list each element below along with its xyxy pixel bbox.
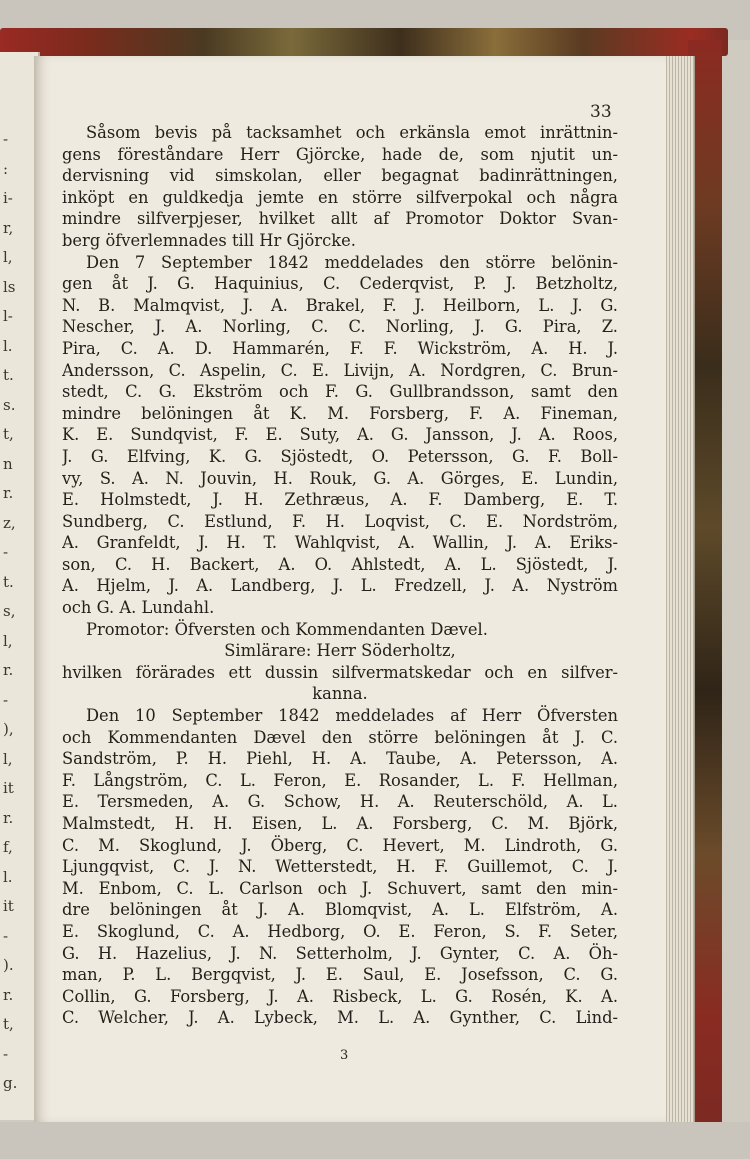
facing-page-text-fragment: l.: [3, 336, 13, 355]
text-line: M. Enbom, C. L. Carlson och J. Schuvert, samt den min-: [62, 878, 618, 898]
text-line: Collin, G. Forsberg, J. A. Risbeck, L. G. Rosén, K. A.: [62, 986, 618, 1006]
text-line: J. G. Elfving, K. G. Sjöstedt, O. Petersson, G. F. Boll-: [62, 446, 618, 466]
facing-page-text-fragment: i-: [3, 189, 13, 207]
facing-page-text-fragment: s.: [3, 395, 16, 414]
facing-page-text-fragment: it: [3, 897, 14, 915]
text-line: vy, S. A. N. Jouvin, H. Rouk, G. A. Görges, E. Lundin,: [62, 468, 618, 488]
text-line: Sandström, P. H. Piehl, H. A. Taube, A. Petersson, A.: [62, 749, 618, 769]
text-line: kanna.: [312, 684, 368, 704]
facing-page-text-fragment: l,: [3, 749, 13, 768]
book-cover-top-edge: [0, 28, 728, 56]
book-page: [34, 56, 666, 1122]
facing-page-text-fragment: ls: [3, 277, 16, 296]
page-number: 33: [590, 102, 612, 122]
page-stack-edges: [664, 56, 695, 1122]
facing-page-text-fragment: ).: [3, 956, 14, 974]
scan-background-bottom: [0, 1122, 750, 1159]
facing-page-text-fragment: t,: [3, 1015, 14, 1033]
facing-page-text-fragment: l-: [3, 307, 13, 325]
text-line: F. Långström, C. L. Feron, E. Rosander, L. F. Hellman,: [62, 770, 618, 790]
text-line: N. B. Malmqvist, J. A. Brakel, F. J. Heilborn, L. J. G.: [62, 295, 618, 315]
facing-page-text-fragment: g.: [3, 1074, 18, 1092]
text-line: dervisning vid simskolan, eller begagnat badinrättningen,: [62, 166, 618, 186]
facing-page-text-fragment: l,: [3, 248, 13, 266]
text-line: Såsom bevis på tacksamhet och erkänsla emot inrättnin-: [86, 123, 618, 142]
text-line: Promotor: Öfversten och Kommendanten Dævel.: [86, 619, 488, 639]
text-line: K. E. Sundqvist, F. E. Suty, A. G. Jansson, J. A. Roos,: [62, 425, 618, 445]
text-line: Den 7 September 1842 meddelades den större belönin-: [86, 252, 618, 272]
signature-mark: 3: [340, 1048, 349, 1063]
text-line: A. Hjelm, J. A. Landberg, J. L. Fredzell, J. A. Nyström: [62, 576, 618, 596]
text-line: Simlärare: Herr Söderholtz,: [224, 641, 456, 661]
text-line: Nescher, J. A. Norling, C. C. Norling, J. G. Pira, Z.: [62, 317, 618, 337]
facing-page-text-fragment: -: [3, 926, 9, 945]
text-line: Andersson, C. Aspelin, C. E. Livijn, A. Nordgren, C. Brun-: [62, 360, 618, 380]
facing-page-text-fragment: ),: [3, 720, 14, 738]
text-line: mindre belöningen åt K. M. Forsberg, F. A. Fineman,: [62, 403, 618, 423]
text-line: och Kommendanten Dævel den större belöningen åt J. C.: [62, 727, 618, 747]
facing-page-text-fragment: -: [3, 690, 9, 709]
text-line: Den 10 September 1842 meddelades af Herr Öfversten: [86, 706, 618, 726]
facing-page-text-fragment: r.: [3, 661, 14, 679]
facing-page-text-fragment: t.: [3, 572, 14, 591]
text-line: gen åt J. G. Haquinius, C. Cederqvist, P. J. Betzholtz,: [62, 274, 618, 294]
text-line: Malmstedt, H. H. Eisen, L. A. Forsberg, C. M. Björk,: [62, 814, 618, 833]
text-line: son, C. H. Backert, A. O. Ahlstedt, A. L. Sjöstedt, J.: [62, 554, 618, 574]
text-line: C. Welcher, J. A. Lybeck, M. L. A. Gynther, C. Lind-: [62, 1008, 618, 1028]
facing-page-text-fragment: -: [3, 543, 9, 561]
text-line: berg öfverlemnades till Hr Gjörcke.: [62, 230, 356, 250]
facing-page-text-fragment: t.: [3, 366, 14, 384]
facing-page-text-fragment: z,: [3, 513, 16, 532]
text-line: stedt, C. G. Ekström och F. G. Gullbrandsson, samt den: [62, 382, 618, 402]
text-line: dre belöningen åt J. A. Blomqvist, A. L. Elfström, A.: [62, 900, 618, 920]
facing-page-text-fragment: r.: [3, 808, 14, 827]
facing-page-text-fragment: r,: [3, 218, 14, 237]
page-body-text: [62, 122, 618, 1029]
facing-page-text-fragment: it: [3, 779, 14, 797]
facing-page-text-fragment: n: [3, 454, 13, 473]
facing-page-text-fragment: r.: [3, 985, 14, 1004]
text-line: man, P. L. Bergqvist, J. E. Saul, E. Josefsson, C. G.: [62, 965, 618, 985]
text-line: E. Holmstedt, J. H. Zethræus, A. F. Damberg, E. T.: [62, 490, 618, 510]
facing-page-text-fragment: -: [3, 130, 9, 148]
facing-page-text-fragment: -: [3, 1044, 9, 1063]
facing-page-text-fragment: f,: [3, 838, 13, 856]
text-line: inköpt en guldkedja jemte en större silfverpokal och några: [62, 187, 618, 207]
text-line: E. Tersmeden, A. G. Schow, H. A. Reuterschöld, A. L.: [62, 792, 618, 812]
text-line: mindre silfverpjeser, hvilket allt af Promotor Doktor Svan-: [62, 209, 618, 229]
facing-page-text-fragment: :: [3, 159, 9, 178]
text-line: E. Skoglund, C. A. Hedborg, O. E. Feron, S. F. Seter,: [62, 921, 618, 941]
text-line: och G. A. Lundahl.: [62, 598, 215, 618]
text-line: hvilken förärades ett dussin silfvermatskedar och en silfver-: [62, 662, 618, 682]
text-line: C. M. Skoglund, J. Öberg, C. Hevert, M. Lindroth, G.: [62, 835, 618, 855]
text-line: A. Granfeldt, J. H. T. Wahlqvist, A. Wallin, J. A. Eriks-: [62, 533, 618, 553]
text-line: Ljungqvist, C. J. N. Wetterstedt, H. F. Guillemot, C. J.: [62, 857, 618, 877]
facing-page-text-fragment: s,: [3, 602, 16, 620]
facing-page-text-fragment: l,: [3, 631, 13, 650]
facing-page-text-fragment: r.: [3, 484, 14, 502]
facing-page-text-fragment: t,: [3, 425, 14, 443]
facing-page-text-fragment: l.: [3, 867, 13, 886]
text-line: gens föreståndare Herr Gjörcke, hade de, som njutit un-: [62, 144, 618, 164]
text-line: Pira, C. A. D. Hammarén, F. F. Wickström, A. H. J.: [62, 338, 618, 358]
text-line: Sundberg, C. Estlund, F. H. Loqvist, C. E. Nordström,: [62, 511, 618, 531]
text-line: G. H. Hazelius, J. N. Setterholm, J. Gynter, C. A. Öh-: [62, 943, 618, 963]
